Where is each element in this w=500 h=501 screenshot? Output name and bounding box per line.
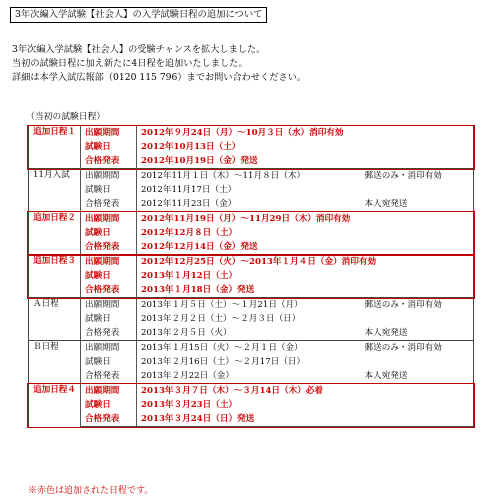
schedule-row bbox=[29, 240, 474, 255]
schedule-item-date: 2012年10月13日（土） bbox=[137, 140, 474, 154]
schedule-row bbox=[29, 154, 474, 169]
schedule-row bbox=[29, 283, 474, 298]
intro-line: 当初の試験日程に加え新たに4日程を追加いたしました。 bbox=[12, 58, 248, 69]
schedule-row bbox=[29, 126, 474, 141]
schedule-row bbox=[29, 355, 474, 369]
schedule-item-date: 2012年11月23日（金） bbox=[141, 198, 237, 209]
schedule-item-date: 2012年11月17日（土） bbox=[137, 183, 474, 197]
schedule-item-kind: 合格発表 bbox=[81, 197, 137, 212]
schedule-item-kind: 出願期間 bbox=[81, 341, 137, 356]
schedule-item-date: 2013年３月24日（日）発送 bbox=[137, 412, 474, 427]
schedule-item-kind: 試験日 bbox=[81, 140, 137, 154]
schedule-item-date: 2013年２月５日（火） bbox=[141, 327, 232, 338]
schedule-item-note: 本人宛発送 bbox=[361, 197, 474, 212]
schedule-item-kind: 試験日 bbox=[81, 355, 137, 369]
schedule-item-kind: 試験日 bbox=[81, 312, 137, 326]
schedule-caption: （当初の試験日程） bbox=[26, 112, 106, 122]
schedule-item-kind: 出願期間 bbox=[81, 126, 137, 141]
schedule-item-date: 2012年10月19日（金）発送 bbox=[137, 154, 474, 169]
schedule-item-note: 郵送のみ・消印有効 bbox=[361, 341, 474, 356]
schedule-item-kind: 試験日 bbox=[81, 183, 137, 197]
schedule-row bbox=[29, 384, 474, 399]
schedule-item-date: 2013年１月12日（土） bbox=[137, 269, 474, 283]
schedule-item-note: 郵送のみ・消印有効 bbox=[361, 169, 474, 184]
intro-paragraph bbox=[12, 43, 306, 85]
schedule-item-date: 2013年３月23日（土） bbox=[137, 398, 474, 412]
schedule-row bbox=[29, 298, 474, 313]
schedule-item-date: 2013年１月５日（土）〜１月21日（月） bbox=[137, 298, 361, 313]
schedule-item-kind: 合格発表 bbox=[81, 283, 137, 298]
schedule-row bbox=[29, 312, 474, 326]
schedule-table bbox=[28, 125, 474, 427]
schedule-group-name: 追加日程２ bbox=[29, 212, 81, 255]
schedule-item-kind: 合格発表 bbox=[81, 240, 137, 255]
intro-line: 3年次編入学試験【社会人】の受験チャンスを拡大しました。 bbox=[12, 44, 266, 55]
schedule-item-date: 2012年12月14日（金）発送 bbox=[137, 240, 474, 255]
schedule-group-name: 11月入試 bbox=[29, 169, 81, 212]
schedule-item-kind: 合格発表 bbox=[81, 154, 137, 169]
schedule-group-name: 追加日程４ bbox=[29, 384, 81, 427]
schedule-group-name: 追加日程１ bbox=[29, 126, 81, 169]
schedule-row bbox=[29, 183, 474, 197]
schedule-item-note: 本人宛発送 bbox=[361, 369, 474, 384]
schedule-item-date: 2013年２月22日（金） bbox=[141, 370, 234, 381]
schedule-item-date: 2012年12月25日（火）〜2013年１月４日（金）消印有効 bbox=[137, 255, 474, 270]
schedule-item-kind: 出願期間 bbox=[81, 169, 137, 184]
schedule-row bbox=[29, 212, 474, 227]
schedule-item-date: 2013年２月16日（土）〜２月17日（日） bbox=[137, 355, 474, 369]
schedule-row bbox=[29, 226, 474, 240]
schedule-item-date: 2012年12月８日（土） bbox=[137, 226, 474, 240]
schedule-item-date: 2013年２月２日（土）〜２月３日（日） bbox=[137, 312, 474, 326]
schedule-row bbox=[29, 140, 474, 154]
intro-line: 詳細は本学入試広報部（0120 115 796）までお問い合わせください。 bbox=[12, 72, 306, 83]
schedule-item-date: 2012年11月１日（木）〜11月８日（木） bbox=[137, 169, 361, 184]
schedule-row bbox=[29, 269, 474, 283]
schedule-item-kind: 試験日 bbox=[81, 398, 137, 412]
schedule-group-name: Ｂ日程 bbox=[29, 341, 81, 384]
schedule-item-date: 2012年９月24日（月）〜10月３日（水）消印有効 bbox=[137, 126, 474, 141]
schedule-row bbox=[29, 369, 474, 384]
schedule-item-date: 2013年１月15日（火）〜２月１日（金） bbox=[137, 341, 361, 356]
schedule-item-kind: 出願期間 bbox=[81, 298, 137, 313]
schedule-item-kind: 合格発表 bbox=[81, 412, 137, 427]
schedule-group-name: 追加日程３ bbox=[29, 255, 81, 298]
schedule-item-kind: 合格発表 bbox=[81, 369, 137, 384]
schedule-row bbox=[29, 169, 474, 184]
footnote: ※赤色は追加された日程です。 bbox=[28, 486, 154, 496]
schedule-row bbox=[29, 412, 474, 427]
schedule-row bbox=[29, 341, 474, 356]
document-title: 3年次編入学試験【社会人】の入学試験日程の追加について bbox=[10, 7, 267, 23]
schedule-item-kind: 出願期間 bbox=[81, 255, 137, 270]
schedule-item-date: 2013年３月７日（木）〜３月14日（木）必着 bbox=[137, 384, 474, 399]
schedule-item-kind: 試験日 bbox=[81, 269, 137, 283]
schedule-group-name: Ａ日程 bbox=[29, 298, 81, 341]
schedule-row bbox=[29, 255, 474, 270]
schedule-row bbox=[29, 326, 474, 341]
schedule-item-kind: 試験日 bbox=[81, 226, 137, 240]
schedule-row bbox=[29, 197, 474, 212]
schedule-item-kind: 合格発表 bbox=[81, 326, 137, 341]
schedule-item-date: 2013年１月18日（金）発送 bbox=[137, 283, 474, 298]
schedule-item-kind: 出願期間 bbox=[81, 212, 137, 227]
schedule-item-kind: 出願期間 bbox=[81, 384, 137, 399]
schedule-item-note: 郵送のみ・消印有効 bbox=[361, 298, 474, 313]
schedule-row bbox=[29, 398, 474, 412]
schedule-item-note: 本人宛発送 bbox=[361, 326, 474, 341]
schedule-item-date: 2012年11月19日（月）〜11月29日（木）消印有効 bbox=[137, 212, 474, 227]
